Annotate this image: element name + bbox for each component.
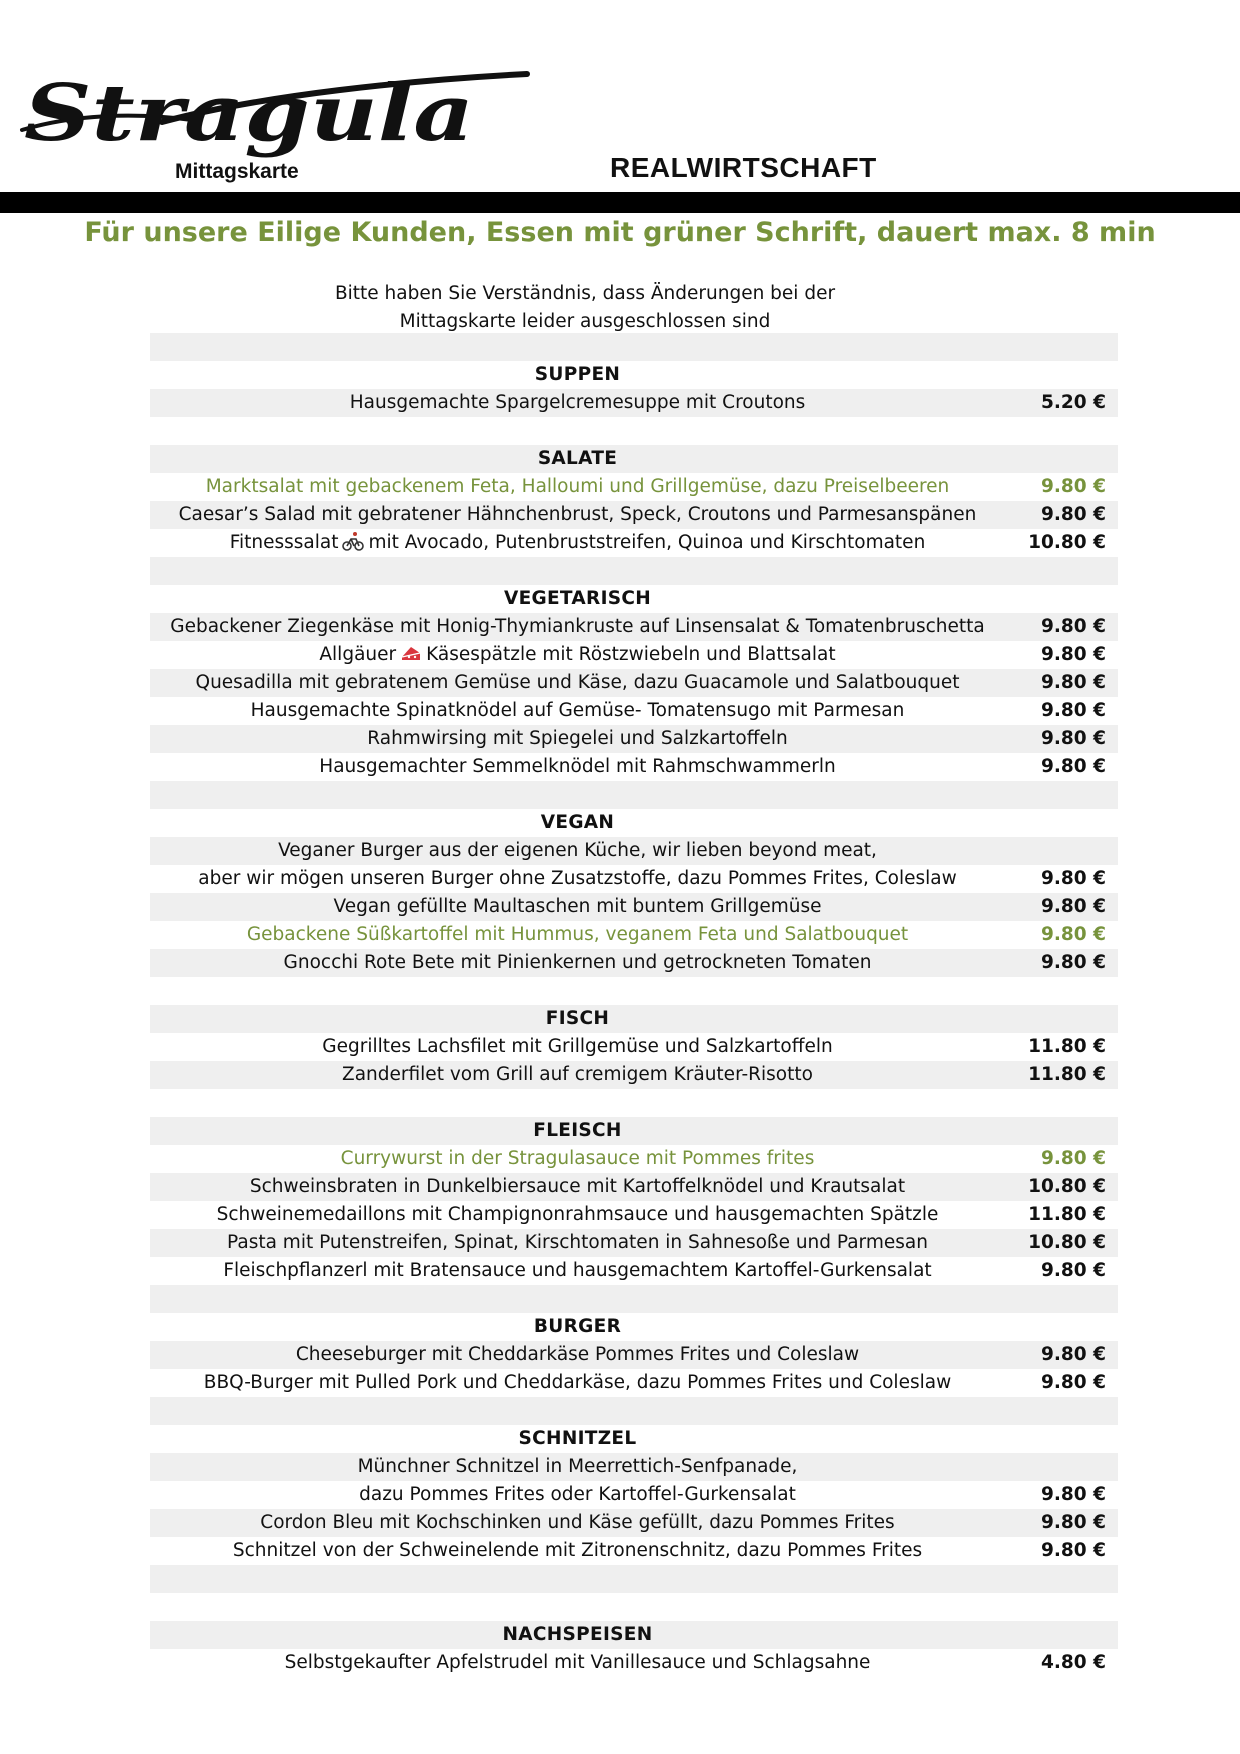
dish-name: Cheeseburger mit Cheddarkäse Pommes Frites und Coleslaw bbox=[295, 1344, 860, 1365]
cyclist-icon bbox=[342, 531, 364, 551]
dish-price: 9.80 € bbox=[1041, 644, 1106, 665]
spacer-row bbox=[150, 781, 1118, 809]
section-header-fisch: FISCH bbox=[150, 1005, 1118, 1033]
dish-name: Gnocchi Rote Bete mit Pinienkernen und getrockneten Tomaten bbox=[283, 952, 872, 973]
section-header-schnitzel: SCHNITZEL bbox=[518, 1428, 637, 1449]
dish-price: 11.80 € bbox=[1028, 1064, 1106, 1085]
section-header-fleisch: FLEISCH bbox=[150, 1117, 1118, 1145]
menu-list bbox=[150, 333, 1118, 1677]
section-header-suppen: SUPPEN bbox=[534, 364, 621, 385]
menu-item bbox=[150, 1229, 1118, 1257]
dish-name: Allgäuer Käsespätzle mit Röstzwiebeln und Blattsalat bbox=[319, 644, 836, 665]
section-header-burger: BURGER bbox=[533, 1316, 622, 1337]
menu-item bbox=[150, 1257, 1118, 1285]
dish-price: 9.80 € bbox=[1041, 896, 1106, 917]
menu-item bbox=[150, 1061, 1118, 1089]
menu-item bbox=[150, 949, 1118, 977]
menu-item bbox=[150, 613, 1118, 641]
menu-item-line-2 bbox=[150, 1481, 1118, 1509]
menu-item bbox=[150, 893, 1118, 921]
menu-item bbox=[150, 389, 1118, 417]
dish-name: Fitnesssalat mit Avocado, Putenbruststreifen, Quinoa und Kirschtomaten bbox=[229, 532, 926, 553]
dish-price: 9.80 € bbox=[1041, 1260, 1106, 1281]
dish-price: 9.80 € bbox=[1041, 700, 1106, 721]
dish-price: 5.20 € bbox=[1041, 392, 1106, 413]
dish-price: 11.80 € bbox=[1028, 1204, 1106, 1225]
dish-price: 10.80 € bbox=[1028, 532, 1106, 553]
menu-item bbox=[150, 921, 1118, 949]
intro-line-1: Bitte haben Sie Verständnis, dass Änderungen bei der bbox=[334, 283, 836, 304]
dish-price: 10.80 € bbox=[1028, 1232, 1106, 1253]
spacer-row bbox=[150, 417, 1118, 445]
section-header-vegan: VEGAN bbox=[540, 812, 615, 833]
dish-name: Schnitzel von der Schweinelende mit Zitronenschnitz, dazu Pommes Frites bbox=[232, 1540, 923, 1561]
menu-item-line-1 bbox=[150, 1453, 1118, 1481]
dish-name: Zanderfilet vom Grill auf cremigem Kräuter-Risotto bbox=[342, 1064, 813, 1085]
express-notice: Für unsere Eilige Kunden, Essen mit grüner Schrift, dauert max. 8 min bbox=[84, 217, 1156, 248]
dish-price: 11.80 € bbox=[1028, 1036, 1106, 1057]
section-header-vegetarisch: VEGETARISCH bbox=[503, 588, 652, 609]
menu-item bbox=[150, 641, 1118, 669]
menu-item bbox=[150, 1341, 1118, 1369]
dish-name: Gebackener Ziegenkäse mit Honig-Thymiankruste auf Linsensalat & Tomatenbruschetta bbox=[170, 616, 985, 637]
dish-name: Fleischpflanzerl mit Bratensauce und hausgemachtem Kartoffel-Gurkensalat bbox=[223, 1260, 932, 1281]
cheese-icon bbox=[400, 643, 422, 663]
dish-name: Hausgemachte Spargelcremesuppe mit Croutons bbox=[349, 392, 806, 413]
dish-name: Pasta mit Putenstreifen, Spinat, Kirschtomaten in Sahnesoße und Parmesan bbox=[227, 1232, 928, 1253]
dish-price: 9.80 € bbox=[1041, 1484, 1106, 1505]
dish-price: 9.80 € bbox=[1041, 1512, 1106, 1533]
dish-name: Gegrilltes Lachsfilet mit Grillgemüse und Salzkartoffeln bbox=[322, 1036, 833, 1057]
menu-item bbox=[150, 1145, 1118, 1173]
dish-name: Currywurst in der Stragulasauce mit Pommes frites bbox=[340, 1148, 815, 1169]
dish-price: 9.80 € bbox=[1041, 1540, 1106, 1561]
header-divider bbox=[0, 192, 1240, 213]
mittagskarte-label: Mittagskarte bbox=[175, 160, 299, 183]
menu-item bbox=[150, 1509, 1118, 1537]
section-header-nachspeisen: NACHSPEISEN bbox=[150, 1621, 1118, 1649]
dish-name: Schweinsbraten in Dunkelbiersauce mit Kartoffelknödel und Krautsalat bbox=[249, 1176, 906, 1197]
dish-price: 9.80 € bbox=[1041, 756, 1106, 777]
dish-name: Münchner Schnitzel in Meerrettich-Senfpanade, bbox=[357, 1456, 798, 1477]
menu-item-line-1 bbox=[150, 837, 1118, 865]
dish-price: 9.80 € bbox=[1041, 952, 1106, 973]
dish-price: 9.80 € bbox=[1041, 1344, 1106, 1365]
dish-name: aber wir mögen unseren Burger ohne Zusatzstoffe, dazu Pommes Frites, Coleslaw bbox=[198, 868, 957, 889]
dish-price: 9.80 € bbox=[1041, 1148, 1106, 1169]
dish-name: Gebackene Süßkartoffel mit Hummus, veganem Feta und Salatbouquet bbox=[246, 924, 909, 945]
section-header-salate: SALATE bbox=[150, 445, 1118, 473]
menu-item bbox=[150, 1649, 1118, 1677]
dish-price: 9.80 € bbox=[1041, 616, 1106, 637]
dish-name: Hausgemachter Semmelknödel mit Rahmschwammerln bbox=[319, 756, 836, 777]
dish-price: 9.80 € bbox=[1041, 868, 1106, 889]
dish-name: Schweinemedaillons mit Champignonrahmsauce und hausgemachten Spätzle bbox=[216, 1204, 939, 1225]
dish-price: 9.80 € bbox=[1041, 476, 1106, 497]
menu-item bbox=[150, 1201, 1118, 1229]
spacer-row bbox=[150, 1565, 1118, 1593]
dish-price: 9.80 € bbox=[1041, 1372, 1106, 1393]
realwirtschaft-label: REALWIRTSCHAFT bbox=[610, 152, 877, 183]
dish-price: 4.80 € bbox=[1041, 1652, 1106, 1673]
dish-price: 9.80 € bbox=[1041, 504, 1106, 525]
dish-name: BBQ-Burger mit Pulled Pork und Cheddarkäse, dazu Pommes Frites und Coleslaw bbox=[203, 1372, 952, 1393]
dish-price: 9.80 € bbox=[1041, 924, 1106, 945]
menu-item bbox=[150, 1369, 1118, 1397]
menu-item bbox=[150, 725, 1118, 753]
spacer-row bbox=[150, 1397, 1118, 1425]
menu-item bbox=[150, 473, 1118, 501]
dish-name: Rahmwirsing mit Spiegelei und Salzkartoffeln bbox=[367, 728, 788, 749]
dish-name: Vegan gefüllte Maultaschen mit buntem Grillgemüse bbox=[333, 896, 822, 917]
dish-price: 10.80 € bbox=[1028, 1176, 1106, 1197]
intro-text bbox=[150, 280, 1020, 336]
dish-name: Veganer Burger aus der eigenen Küche, wir lieben beyond meat, bbox=[278, 840, 877, 861]
menu-item bbox=[150, 753, 1118, 781]
spacer-row bbox=[150, 333, 1118, 361]
svg-text:Stragula: Stragula bbox=[24, 68, 474, 159]
dish-name: Hausgemachte Spinatknödel auf Gemüse- Tomatensugo mit Parmesan bbox=[250, 700, 905, 721]
menu-item-line-2 bbox=[150, 865, 1118, 893]
dish-name: dazu Pommes Frites oder Kartoffel-Gurkensalat bbox=[359, 1484, 796, 1505]
spacer-row bbox=[150, 557, 1118, 585]
spacer-row bbox=[150, 1593, 1118, 1621]
menu-item bbox=[150, 1537, 1118, 1565]
menu-item bbox=[150, 1033, 1118, 1061]
dish-price: 9.80 € bbox=[1041, 672, 1106, 693]
menu-item bbox=[150, 697, 1118, 725]
dish-name: Marktsalat mit gebackenem Feta, Halloumi und Grillgemüse, dazu Preiselbeeren bbox=[205, 476, 950, 497]
dish-name: Caesar’s Salad mit gebratener Hähnchenbrust, Speck, Croutons und Parmesanspänen bbox=[178, 504, 977, 525]
menu-item bbox=[150, 1173, 1118, 1201]
stragula-logo bbox=[12, 60, 532, 160]
dish-price: 9.80 € bbox=[1041, 728, 1106, 749]
spacer-row bbox=[150, 1089, 1118, 1117]
menu-item bbox=[150, 669, 1118, 697]
dish-name: Cordon Bleu mit Kochschinken und Käse gefüllt, dazu Pommes Frites bbox=[260, 1512, 895, 1533]
spacer-row bbox=[150, 1285, 1118, 1313]
dish-name: Quesadilla mit gebratenem Gemüse und Käse, dazu Guacamole und Salatbouquet bbox=[195, 672, 960, 693]
dish-name: Selbstgekaufter Apfelstrudel mit Vanillesauce und Schlagsahne bbox=[284, 1652, 871, 1673]
menu-item bbox=[150, 529, 1118, 557]
intro-line-2: Mittagskarte leider ausgeschlossen sind bbox=[399, 311, 771, 332]
menu-item bbox=[150, 501, 1118, 529]
spacer-row bbox=[150, 977, 1118, 1005]
